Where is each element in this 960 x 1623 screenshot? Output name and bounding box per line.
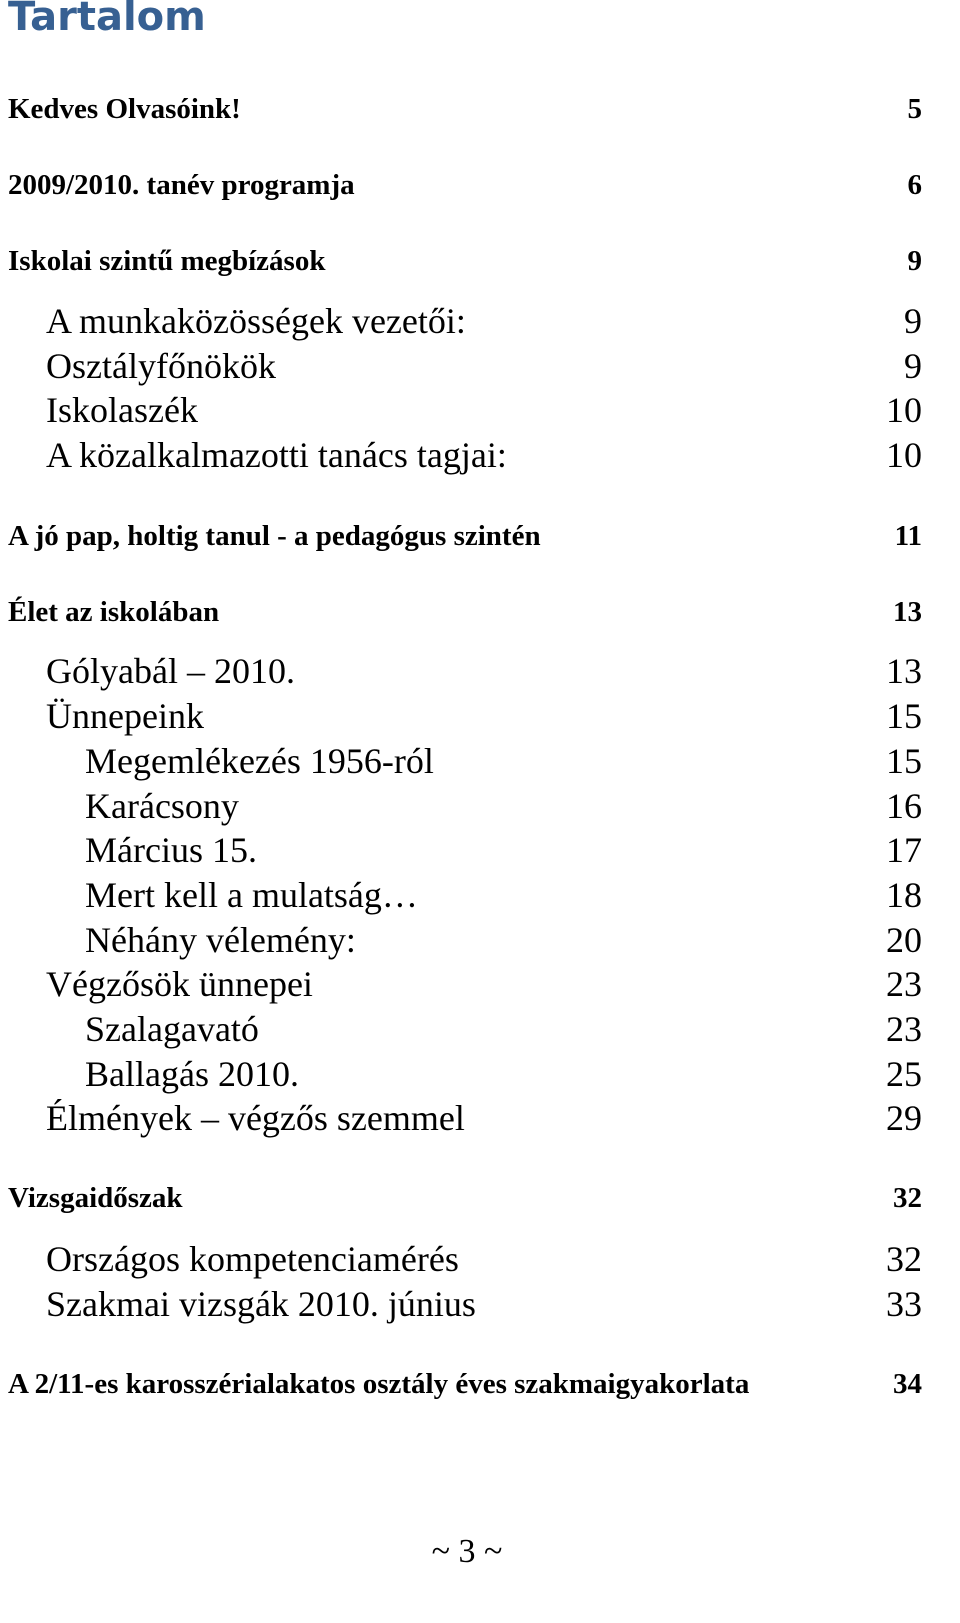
toc-entry-page: 34 (893, 1368, 922, 1400)
toc-entry-title: A 2/11-es karosszérialakatos osztály éves szakmaigyakorlata (8, 1368, 750, 1400)
toc-entry[interactable] (0, 1096, 960, 1140)
toc-entry[interactable] (0, 694, 960, 738)
toc-entry[interactable] (0, 962, 960, 1006)
toc-entry-title: Megemlékezés 1956-ról (85, 741, 434, 781)
toc-entry-title: Szakmai vizsgák 2010. június (46, 1284, 476, 1324)
toc-entry-title: Ballagás 2010. (85, 1054, 299, 1094)
toc-entry[interactable] (0, 516, 960, 560)
toc-entry[interactable] (0, 1237, 960, 1281)
toc-entry-title: A jó pap, holtig tanul - a pedagógus szintén (8, 520, 541, 552)
toc-entry-title: Március 15. (85, 830, 257, 870)
toc-entry-title: Vizsgaidőszak (8, 1182, 183, 1214)
toc-entry-title: Néhány vélemény: (85, 920, 356, 960)
toc-entry-title: Ünnepeink (46, 696, 204, 736)
toc-entry[interactable] (0, 241, 960, 285)
toc-entry-page: 10 (886, 390, 922, 430)
page-number: ~ 3 ~ (431, 1533, 503, 1570)
toc-entry-page: 15 (886, 741, 922, 781)
toc-entry-title: Élet az iskolában (8, 596, 220, 628)
toc-entry-title: Karácsony (85, 786, 239, 826)
toc-entry-title: Osztályfőnökök (46, 346, 276, 386)
toc-entry-title: Kedves Olvasóink! (8, 93, 241, 125)
toc-entry[interactable] (0, 1178, 960, 1222)
toc-entry[interactable] (0, 1007, 960, 1051)
toc-entry-page: 18 (886, 875, 922, 915)
toc-entry-title: Gólyabál – 2010. (46, 651, 295, 691)
toc-entry-title: Szalagavató (85, 1009, 259, 1049)
page-title: Tartalom (8, 0, 206, 40)
toc-entry[interactable] (0, 344, 960, 388)
toc-entry[interactable] (0, 784, 960, 828)
toc-entry[interactable] (0, 433, 960, 477)
toc-entry-title: A munkaközösségek vezetői: (46, 301, 466, 341)
toc-entry-page: 23 (886, 964, 922, 1004)
toc-entry[interactable] (0, 299, 960, 343)
toc-entry-page: 11 (894, 520, 922, 552)
toc-entry-page: 32 (886, 1239, 922, 1279)
toc-entry-page: 29 (886, 1098, 922, 1138)
toc-entry[interactable] (0, 592, 960, 636)
toc-entry-page: 16 (886, 786, 922, 826)
toc-entry-title: Élmények – végzős szemmel (46, 1098, 465, 1138)
toc-entry-title: Országos kompetenciamérés (46, 1239, 459, 1279)
toc-entry-page: 13 (893, 596, 922, 628)
toc-entry-title: Mert kell a mulatság… (85, 875, 418, 915)
toc-entry[interactable] (0, 739, 960, 783)
toc-entry-page: 32 (893, 1182, 922, 1214)
toc-entry[interactable] (0, 873, 960, 917)
toc-entry[interactable] (0, 1364, 960, 1408)
toc-entry-title: Végzősök ünnepei (46, 964, 313, 1004)
toc-entry[interactable] (0, 918, 960, 962)
toc-entry-title: Iskolaszék (46, 390, 198, 430)
toc-entry-page: 20 (886, 920, 922, 960)
toc-entry-page: 23 (886, 1009, 922, 1049)
toc-entry[interactable] (0, 828, 960, 872)
toc-entry-page: 10 (886, 435, 922, 475)
toc-entry-page: 5 (907, 93, 922, 125)
toc-entry[interactable] (0, 1052, 960, 1096)
toc-entry-page: 25 (886, 1054, 922, 1094)
toc-entry[interactable] (0, 649, 960, 693)
toc-entry-title: A közalkalmazotti tanács tagjai: (46, 435, 507, 475)
toc-entry-page: 33 (886, 1284, 922, 1324)
toc-entry-page: 9 (904, 301, 922, 341)
toc-entry[interactable] (0, 1282, 960, 1326)
toc-entry-page: 6 (907, 169, 922, 201)
toc-entry-page: 17 (886, 830, 922, 870)
toc-entry-title: 2009/2010. tanév programja (8, 169, 355, 201)
toc-entry-page: 9 (904, 346, 922, 386)
toc-entry-page: 15 (886, 696, 922, 736)
toc-entry-title: Iskolai szintű megbízások (8, 245, 326, 277)
toc-entry[interactable] (0, 165, 960, 209)
toc-entry[interactable] (0, 388, 960, 432)
toc-entry-page: 9 (907, 245, 922, 277)
toc-entry-page: 13 (886, 651, 922, 691)
toc-entry[interactable] (0, 89, 960, 133)
